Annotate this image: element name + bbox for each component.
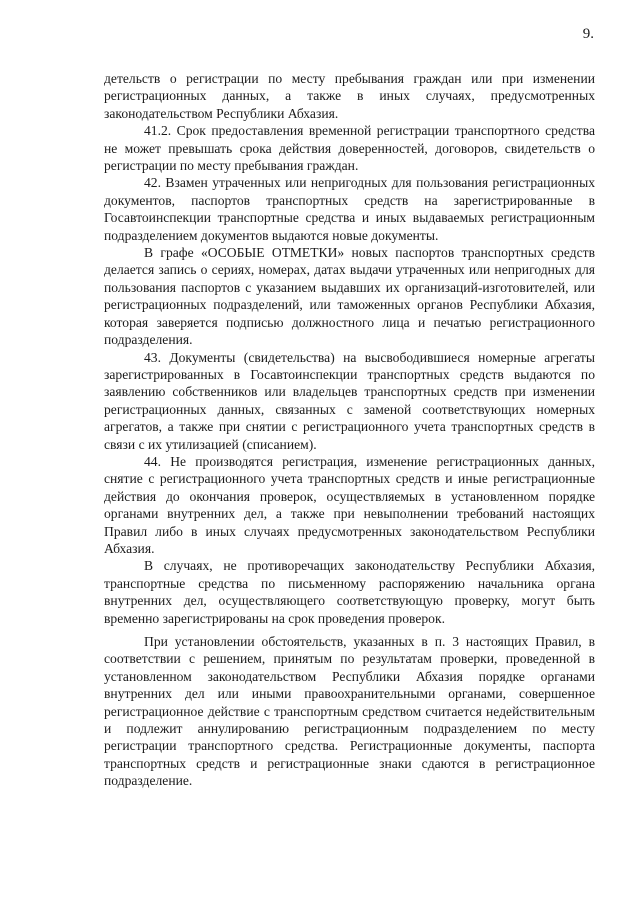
page-number: 9. [582, 26, 594, 42]
paragraph-temporary-registration: В случаях, не противоречащих законодательству Республики Абхазия, транспортные средства по письменному распоряжению начальника органа внутренних дел, осуществляющего соответствующую проверку, могут быть временно зарегистрированы на срок проведения проверок. [104, 558, 595, 626]
paragraph-43: 43. Документы (свидетельства) на высвободившиеся номерные агрегаты зарегистрированных в Госавтоинспекции транспортных средств выдаются по заявлению собственников или владельцев транспортных средств при изменении регистрационных данных, связанных с заменой соответствующих номерных агрегатов, а также при снятии с регистрационного учета транспортных средств в связи с их утилизацией (списанием). [104, 349, 595, 452]
paragraph-42: 42. Взамен утраченных или непригодных для пользования регистрационных документов, паспортов транспортных средств на зарегистрированные в Госавтоинспекции транспортные средства и иных выдаваемых регистрационным подразделением документов выдаются новые документы. [104, 175, 595, 243]
paragraph-annulment: При установлении обстоятельств, указанных в п. 3 настоящих Правил, в соответствии с решением, принятым по результатам проверки, проведенной в установленном законодательством Республики Абхазия порядке органами внутренних дел или иными правоохранительными органами, совершенное регистрационное действие с транспортным средством считается недействительным и подлежит аннулированию регистрационным подразделением по месту регистрации транспортного средства. Регистрационные документы, паспорта транспортных средств и регистрационные знаки сдаются в регистрационное подразделение. [104, 634, 595, 789]
paragraph-continuation: детельств о регистрации по месту пребывания граждан или при изменении регистрационных данных, а также в иных случаях, предусмотренных законодательством Республики Абхазия. [104, 71, 595, 121]
document-body [104, 70, 595, 790]
paragraph-41-2: 41.2. Срок предоставления временной регистрации транспортного средства не может превышать срока действия доверенностей, договоров, свидетельств о регистрации по месту пребывания граждан. [104, 123, 595, 174]
paragraph-special-marks: В графе «ОСОБЫЕ ОТМЕТКИ» новых паспортов транспортных средств делается запись о сериях, номерах, датах выдачи утраченных или непригодных для пользования паспортов с указанием выдавших их организаций-изготовителей, или регистрационных подразделений, или таможенных органов Республики Абхазия, которая заверяется подписью должностного лица и печатью регистрационного подразделения. [104, 245, 595, 348]
paragraph-44: 44. Не производятся регистрация, изменение регистрационных данных, снятие с регистрационного учета транспортных средств и иные регистрационные действия до окончания проверок, осуществляемых в установленном порядке органами внутренних дел, а также при невыполнении требований настоящих Правил либо в иных случаях предусмотренных законодательством Республики Абхазия. [104, 453, 595, 556]
